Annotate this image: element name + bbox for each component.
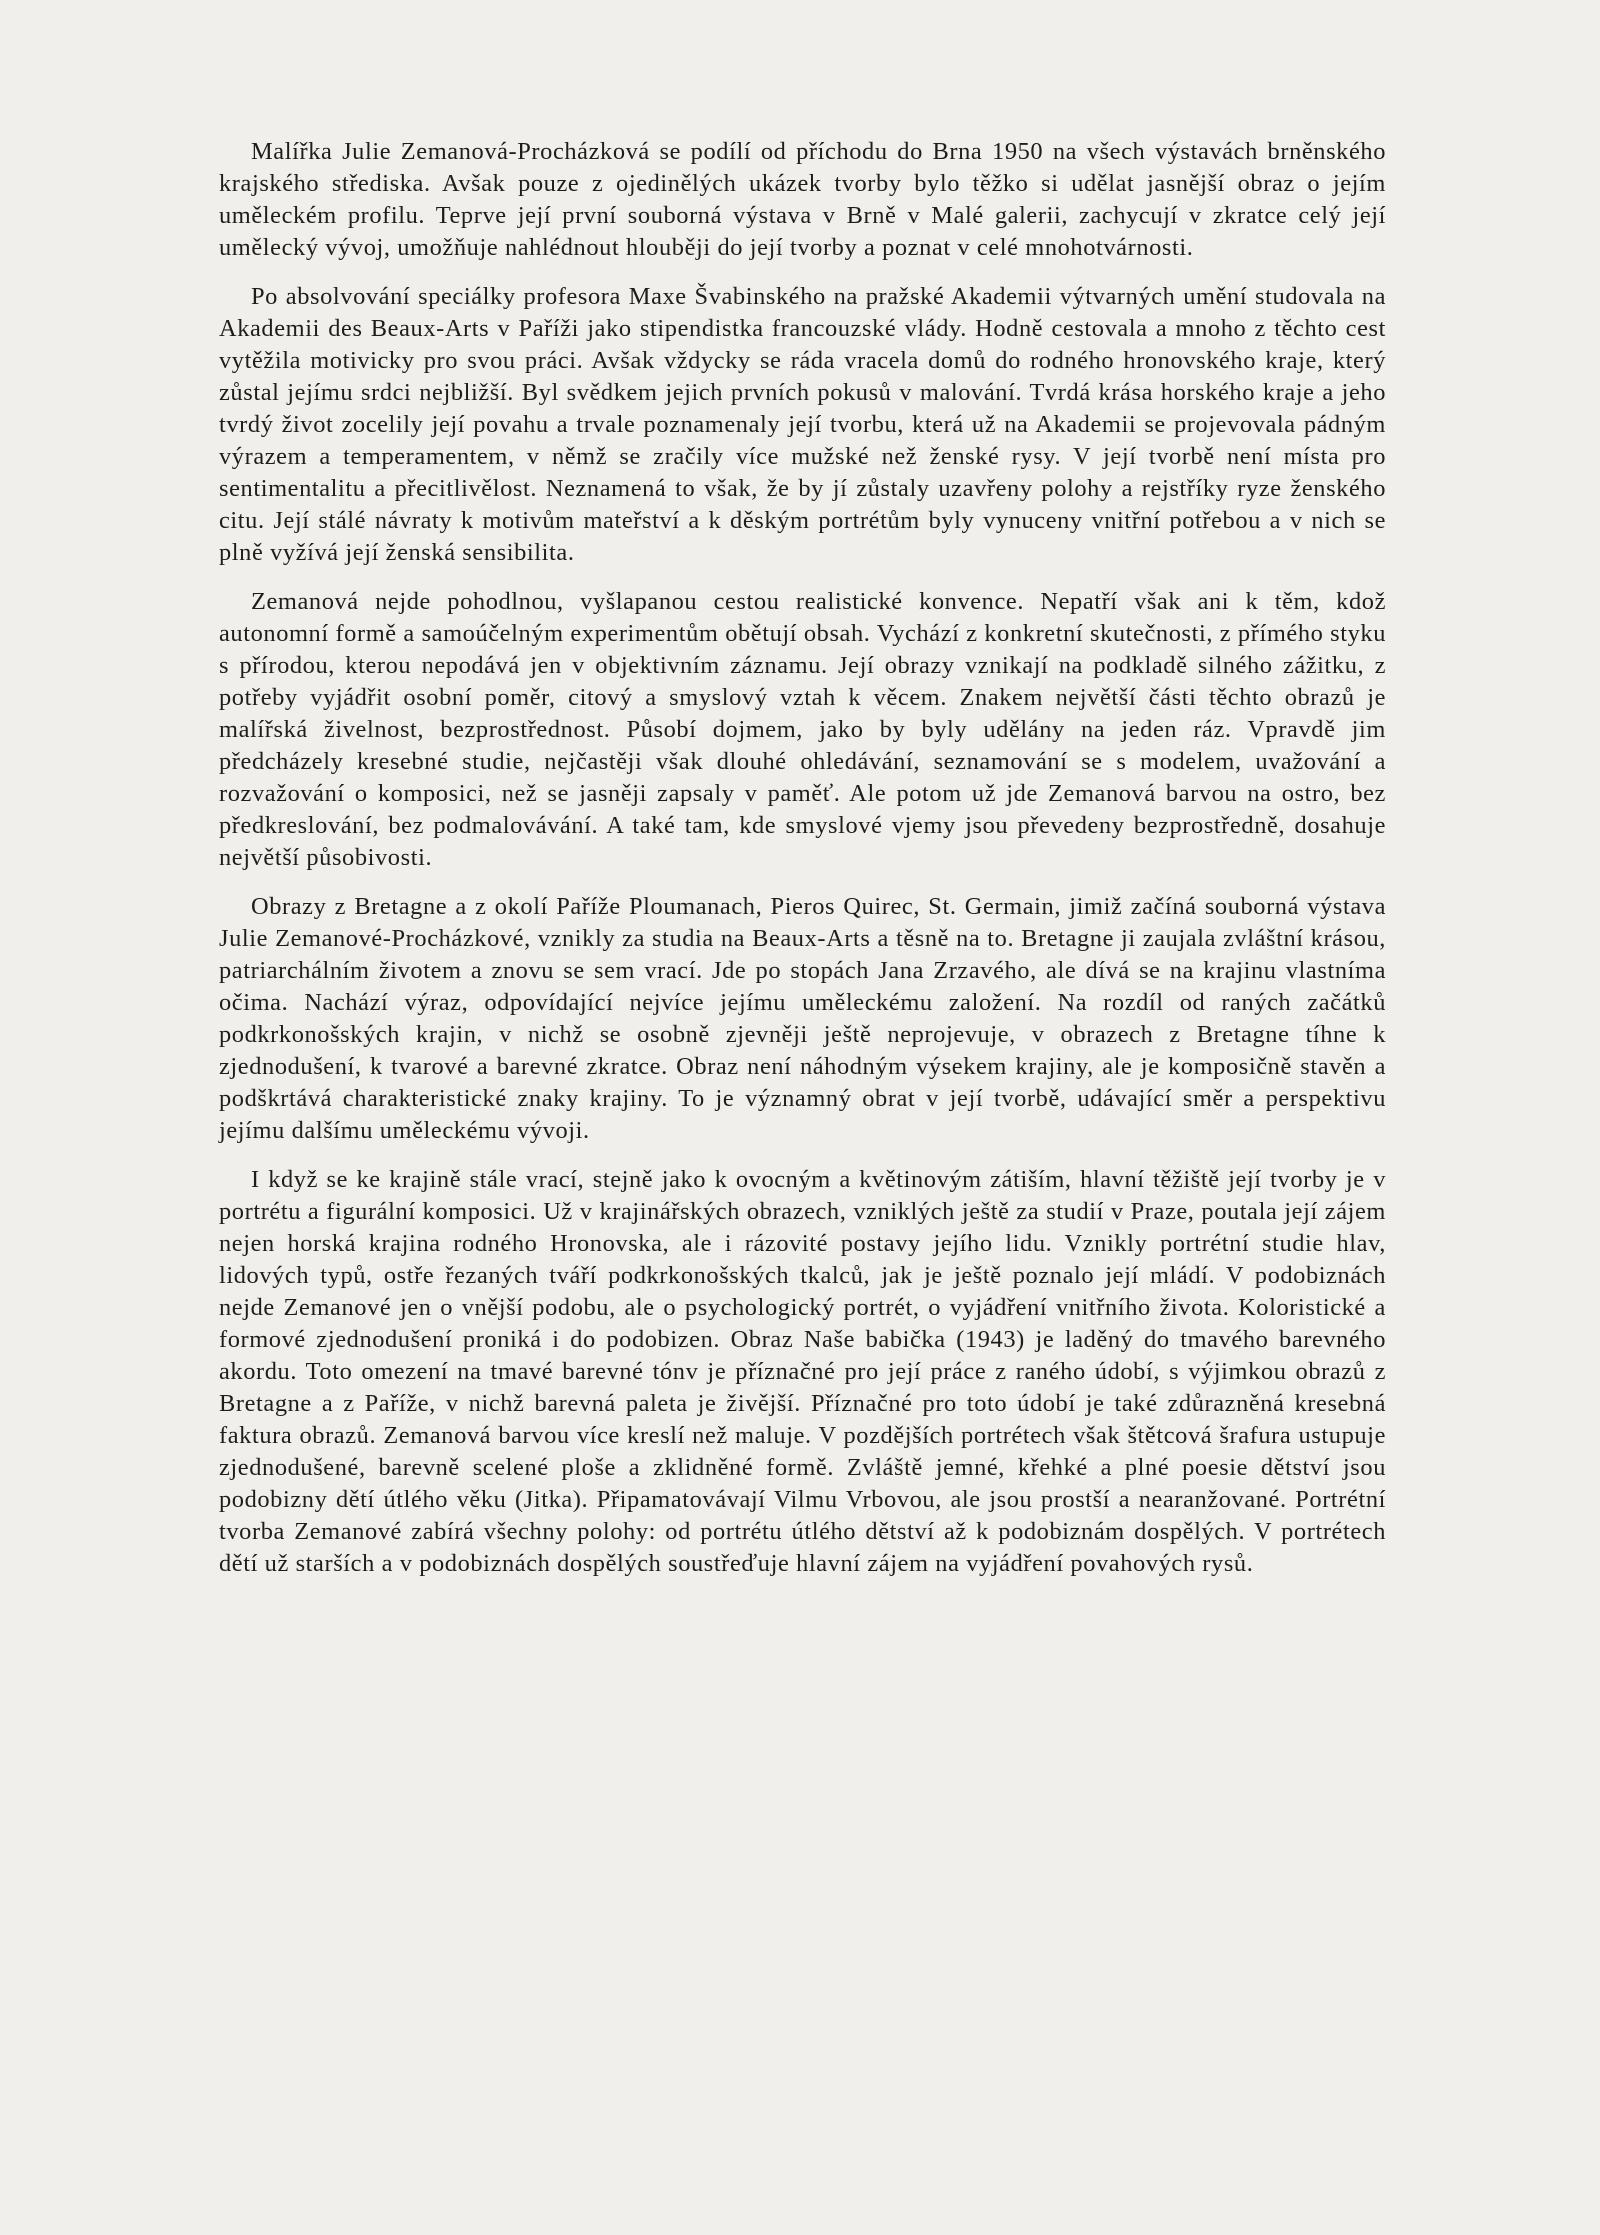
paragraph-4: Obrazy z Bretagne a z okolí Paříže Ploumanach, Pieros Quirec, St. Germain, jimiž začíná souborná výstava Julie Zemanové-Procházkové, vznikly za studia na Beaux-Arts a těsně na to. Bretagne ji zaujala zvláštní krásou, patriarchálním životem a znovu se sem vrací. Jde po stopách Jana Zrzavého, ale dívá se na krajinu vlastníma očima. Nachází výraz, odpovídající nejvíce jejímu uměleckému založení. Na rozdíl od raných začátků podkrkonošských krajin, v nichž se osobně zjevněji ještě neprojevuje, v obrazech z Bretagne tíhne k zjednodušení, k tvarové a barevné zkratce. Obraz není náhodným výsekem krajiny, ale je komposičně stavěn a podškrtává charakteristické znaky krajiny. To je významný obrat v její tvorbě, udávající směr a perspektivu jejímu dalšímu uměleckému vývoji. bbox=[219, 893, 1386, 1144]
paragraph-5: I když se ke krajině stále vrací, stejně jako k ovocným a květinovým zátiším, hlavní těžiště její tvorby je v portrétu a figurální komposici. Už v krajinářských obrazech, vzniklých ještě za studií v Praze, poutala její zájem nejen horská krajina rodného Hronovska, ale i rázovité postavy jejího lidu. Vznikly portrétní studie hlav, lidových typů, ostře řezaných tváří podkrkonošských tkalců, jak je ještě poznalo její mládí. V podobiznách nejde Zemanové jen o vnější podobu, ale o psychologický portrét, o vyjádření vnitřního života. Koloristické a formové zjednodušení proniká i do podobizen. Obraz Naše babička (1943) je laděný do tmavého barevného akordu. Toto omezení na tmavé barevné tónv je příznačné pro její práce z raného údobí, s výjimkou obrazů z Bretagne a z Paříže, v nichž barevná paleta je živější. Příznačné pro toto údobí je také zdůrazněná kresebná faktura obrazů. Zemanová barvou více kreslí než maluje. V pozdějších portrétech však štětcová šrafura ustupuje zjednodušené, barevně scelené ploše a zklidněné formě. Zvláště jemné, křehké a plné poesie dětství jsou podobizny dětí útlého věku (Jitka). Připamatovávají Vilmu Vrbovou, ale jsou prostší a nearanžované. Portrétní tvorba Zemanové zabírá všechny polohy: od portrétu útlého dětství až k podobiznám dospělých. V portrétech dětí už starších a v podobiznách dospělých soustřeďuje hlavní zájem na vyjádření povahových rysů. bbox=[219, 1166, 1386, 1577]
paragraph-1: Malířka Julie Zemanová-Procházková se podílí od příchodu do Brna 1950 na všech výstavách brněnského krajského střediska. Avšak pouze z ojedinělých ukázek tvorby bylo těžko si udělat jasnější obraz o jejím uměleckém profilu. Teprve její první souborná výstava v Brně v Malé galerii, zachycují v zkratce celý její umělecký vývoj, umožňuje nahlédnout hlouběji do její tvorby a poznat v celé mnohotvárnosti. bbox=[219, 138, 1386, 261]
article-body bbox=[219, 136, 1386, 1580]
paragraph-3: Zemanová nejde pohodlnou, vyšlapanou cestou realistické konvence. Nepatří však ani k těm, kdož autonomní formě a samoúčelným experimentům obětují obsah. Vychází z konkretní skutečnosti, z přímého styku s přírodou, kterou nepodává jen v objektivním záznamu. Její obrazy vznikají na podkladě silného zážitku, z potřeby vyjádřit osobní poměr, citový a smyslový vztah k věcem. Znakem největší části těchto obrazů je malířská živelnost, bezprostřednost. Působí dojmem, jako by byly udělány na jeden ráz. Vpravdě jim předcházely kresebné studie, nejčastěji však dlouhé ohledávání, seznamování se s modelem, uvažování a rozvažování o komposici, než se jasněji zapsaly v paměť. Ale potom už jde Zemanová barvou na ostro, bez předkreslování, bez podmalovávání. A také tam, kde smyslové vjemy jsou převedeny bezprostředně, dosahuje největší působivosti. bbox=[219, 588, 1386, 871]
paragraph-2: Po absolvování speciálky profesora Maxe Švabinského na pražské Akademii výtvarných umění studovala na Akademii des Beaux-Arts v Paříži jako stipendistka francouzské vlády. Hodně cestovala a mnoho z těchto cest vytěžila motivicky pro svou práci. Avšak vždycky se ráda vracela domů do rodného hronovského kraje, který zůstal jejímu srdci nejbližší. Byl svědkem jejich prvních pokusů v malování. Tvrdá krása horského kraje a jeho tvrdý život zocelily její povahu a trvale poznamenaly její tvorbu, která už na Akademii se projevovala pádným výrazem a temperamentem, v němž se zračily více mužské než ženské rysy. V její tvorbě není místa pro sentimentalitu a přecitlivělost. Neznamená to však, že by jí zůstaly uzavřeny polohy a rejstříky ryze ženského citu. Její stálé návraty k motivům mateřství a k děským portrétům byly vynuceny vnitřní potřebou a v nich se plně vyžívá její ženská sensibilita. bbox=[219, 283, 1386, 566]
